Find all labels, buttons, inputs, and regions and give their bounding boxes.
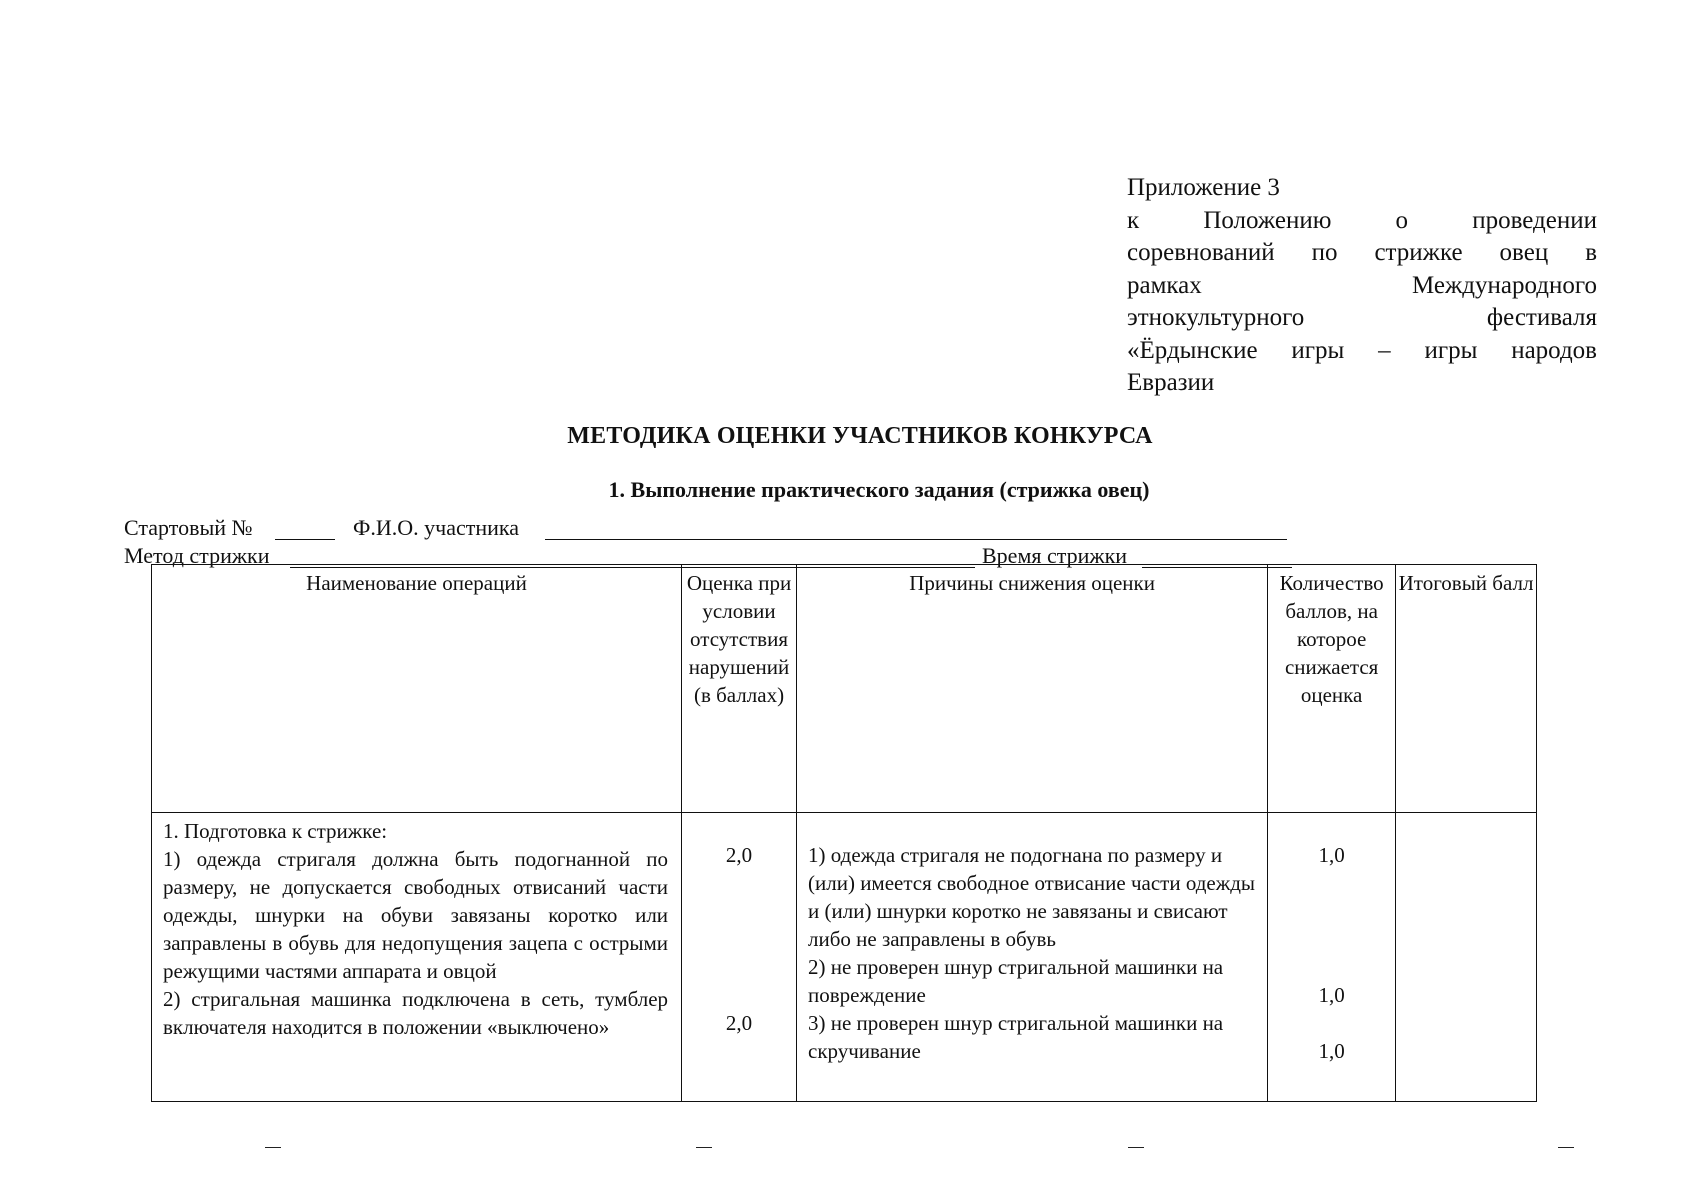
start-number-label: Стартовый № <box>124 515 253 540</box>
base-score-value: 2,0 <box>725 1011 753 1035</box>
appendix-line: Евразии <box>1127 369 1215 396</box>
base-score-cell <box>682 813 797 1102</box>
reduction-value: 1,0 <box>1318 983 1345 1007</box>
header-reduction-points: Количество баллов, на которое снижается оценка <box>1268 565 1396 813</box>
appendix-line: к Положению о проведении <box>1127 206 1597 234</box>
start-number-field[interactable] <box>275 539 335 540</box>
header-reasons: Причины снижения оценки <box>797 565 1268 813</box>
reduction-value: 1,0 <box>1318 843 1345 867</box>
reason-item: 2) не проверен шнур стригальной машинки на повреждение <box>808 955 1224 1007</box>
header-base-score: Оценка при условии отсутствия нарушений (в баллах) <box>682 565 797 813</box>
appendix-line: этнокультурного фестиваля <box>1127 304 1597 331</box>
base-score-value: 2,0 <box>725 843 753 867</box>
section-title: 1. Выполнение практического задания (стрижка овец) <box>608 477 1150 502</box>
participant-name-field[interactable] <box>545 539 1287 540</box>
appendix-block <box>1127 172 1597 400</box>
time-label: Время стрижки <box>982 543 1128 568</box>
operation-item: 2) стригальная машинка подключена в сеть, тумблер включателя находится в положении «выключено» <box>163 987 669 1039</box>
scoring-table <box>151 564 1537 1102</box>
scan-mark <box>1558 1147 1574 1148</box>
reasons-cell <box>797 813 1268 1102</box>
table-header-row <box>152 565 1537 813</box>
scan-mark <box>696 1147 712 1148</box>
appendix-line: рамках Международного <box>1127 271 1597 299</box>
appendix-line: соревнований по стрижке овец в <box>1127 239 1597 266</box>
table-row <box>152 813 1537 1102</box>
operation-item: 1) одежда стригаля должна быть подогнанной по размеру, не допускается свободных отвисаний части одежды, шнурки на обуви завязаны коротко или заправлены в обувь для недопущения зацепа с острыми режущими частями аппарата и овцой <box>163 847 669 983</box>
method-label: Метод стрижки <box>124 543 270 568</box>
appendix-line: Приложение 3 <box>1127 174 1280 201</box>
scan-mark <box>265 1147 281 1148</box>
document-title: МЕТОДИКА ОЦЕНКИ УЧАСТНИКОВ КОНКУРСА <box>567 423 1153 449</box>
header-total-score: Итоговый балл <box>1396 565 1537 813</box>
header-operations: Наименование операций <box>152 565 682 813</box>
reduction-value: 1,0 <box>1318 1039 1345 1063</box>
reduction-cell <box>1268 813 1396 1102</box>
appendix-line: «Ёрдынские игры – игры народов <box>1127 336 1597 364</box>
reason-item: 3) не проверен шнур стригальной машинки на скручивание <box>808 1011 1224 1063</box>
scan-mark <box>1128 1147 1144 1148</box>
total-score-cell[interactable] <box>1396 813 1537 1102</box>
reason-item: 1) одежда стригаля не подогнана по размеру и (или) имеется свободное отвисание части одежды и (или) шнурки коротко не завязаны и свисают либо не заправлены в обувь <box>808 843 1256 951</box>
operation-heading: 1. Подготовка к стрижке: <box>163 819 388 843</box>
operation-cell <box>152 813 682 1102</box>
participant-label: Ф.И.О. участника <box>353 515 520 540</box>
